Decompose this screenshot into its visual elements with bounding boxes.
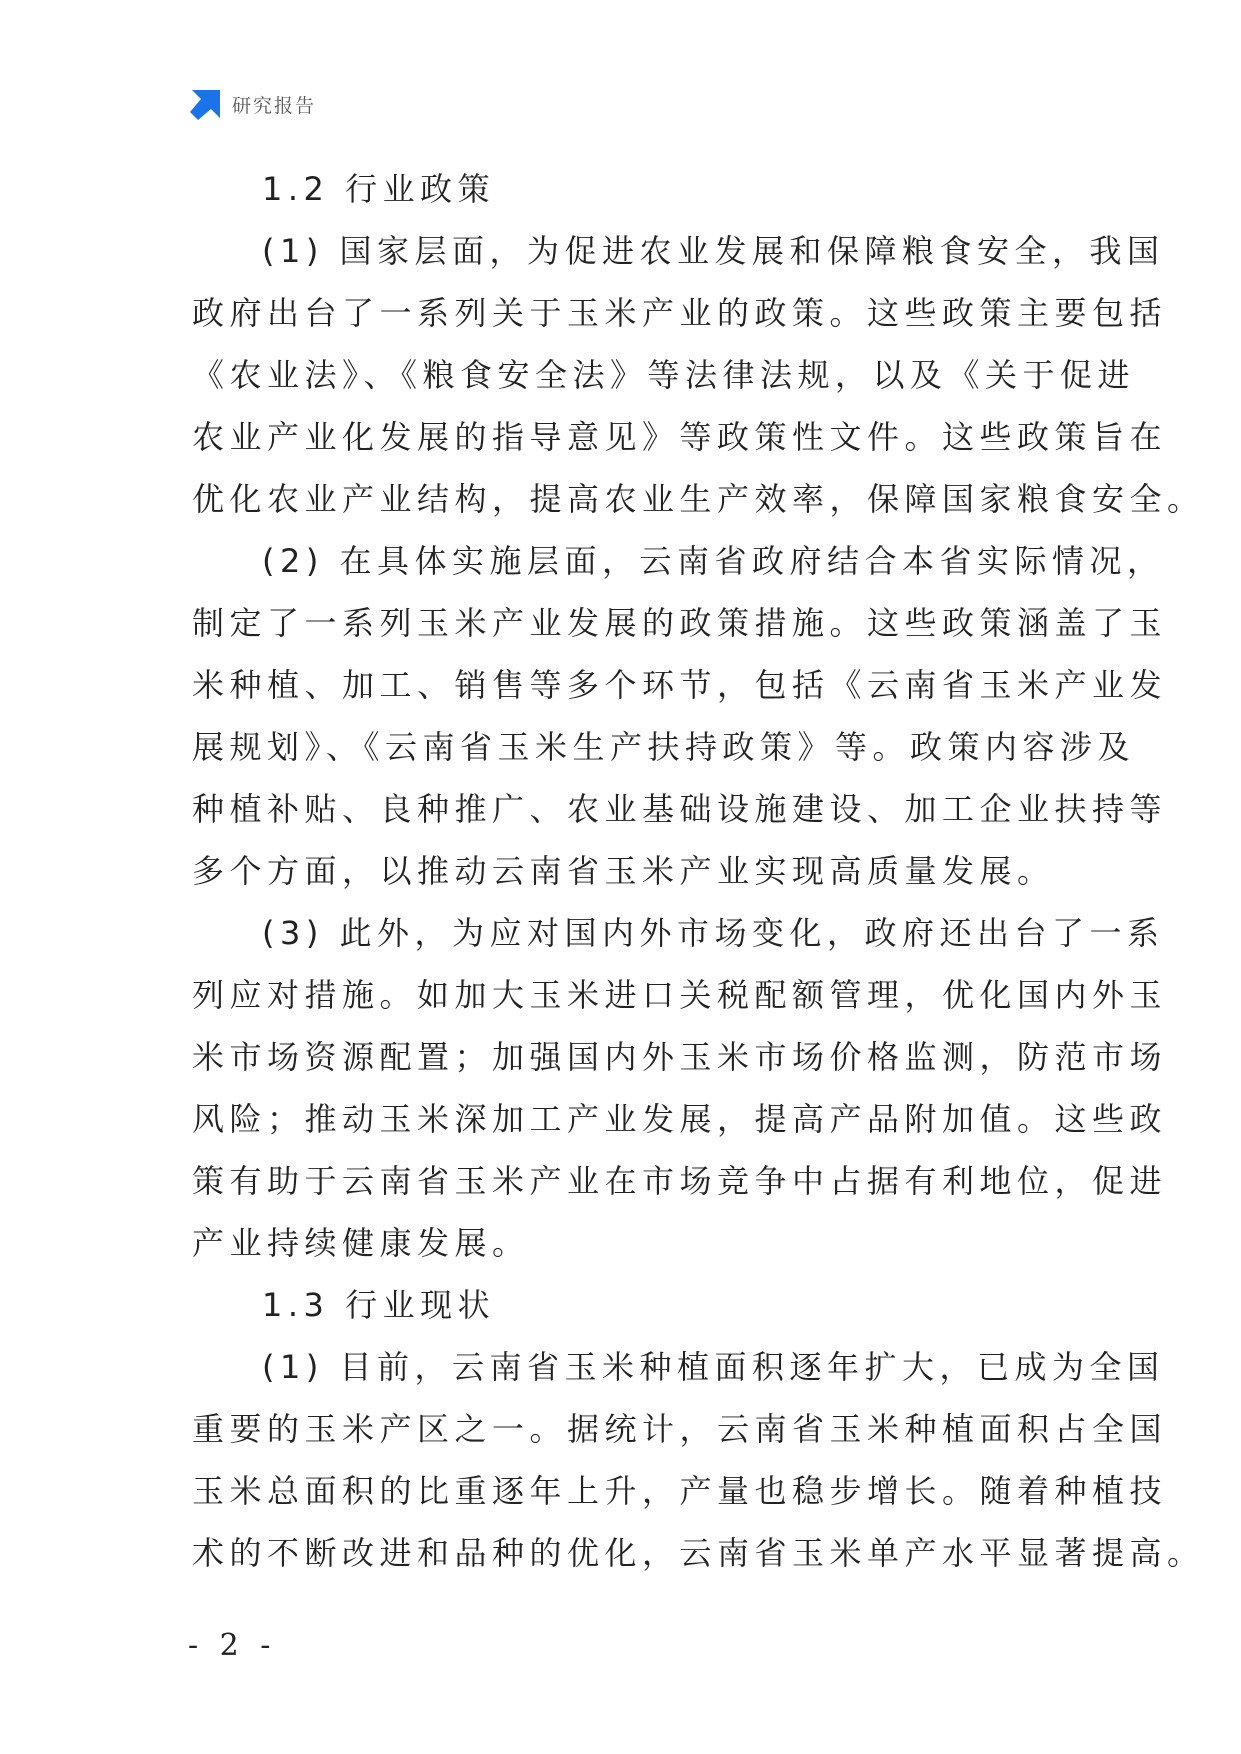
paragraph-line: 玉米总面积的比重逐年上升，产量也稳步增长。随着种植技 <box>192 1472 1168 1510</box>
header-title: 研究报告 <box>232 94 317 117</box>
paragraph-line: 产业持续健康发展。 <box>192 1224 530 1262</box>
page-number: - 2 - <box>188 1628 277 1663</box>
page-header <box>190 88 316 120</box>
section-heading: 1.3 行业现状 <box>262 1286 496 1324</box>
paragraph-line: 策有助于云南省玉米产业在市场竞争中占据有利地位，促进 <box>192 1162 1168 1200</box>
paragraph-line: (2) 在具体实施层面，云南省政府结合本省实际情况， <box>262 542 1165 580</box>
paragraph-line: 《农业法》、《粮食安全法》等法律法规，以及《关于促进 <box>192 356 1136 394</box>
paragraph-line: 种植补贴、良种推广、农业基础设施建设、加工企业扶持等 <box>192 790 1168 828</box>
paragraph-line: 展规划》、《云南省玉米生产扶持政策》等。政策内容涉及 <box>192 728 1136 766</box>
paragraph-line: 术的不断改进和品种的优化，云南省玉米单产水平显著提高。 <box>192 1534 1205 1572</box>
paragraph-line: 优化农业产业结构，提高农业生产效率，保障国家粮食安全。 <box>192 480 1205 518</box>
section-heading: 1.2 行业政策 <box>262 170 496 208</box>
paragraph-line: 多个方面，以推动云南省玉米产业实现高质量发展。 <box>192 852 1055 890</box>
paragraph-line: 农业产业化发展的指导意见》等政策性文件。这些政策旨在 <box>192 418 1168 456</box>
document-body <box>192 158 1205 1584</box>
paragraph-line: (1) 国家层面，为促进农业发展和保障粮食安全，我国 <box>262 232 1165 270</box>
paragraph-line: (1) 目前，云南省玉米种植面积逐年扩大，已成为全国 <box>262 1348 1165 1386</box>
paragraph-line: 政府出台了一系列关于玉米产业的政策。这些政策主要包括 <box>192 294 1168 332</box>
paragraph-line: 重要的玉米产区之一。据统计，云南省玉米种植面积占全国 <box>192 1410 1168 1448</box>
paragraph-line: 米种植、加工、销售等多个环节，包括《云南省玉米产业发 <box>192 666 1168 704</box>
paragraph-line: 米市场资源配置；加强国内外玉米市场价格监测，防范市场 <box>192 1038 1168 1076</box>
paragraph-line: 风险；推动玉米深加工产业发展，提高产品附加值。这些政 <box>192 1100 1168 1138</box>
paragraph-line: 列应对措施。如加大玉米进口关税配额管理，优化国内外玉 <box>192 976 1168 1014</box>
paragraph-line: (3) 此外，为应对国内外市场变化，政府还出台了一系 <box>262 914 1165 952</box>
arrow-up-right-icon <box>190 88 222 120</box>
paragraph-line: 制定了一系列玉米产业发展的政策措施。这些政策涵盖了玉 <box>192 604 1168 642</box>
